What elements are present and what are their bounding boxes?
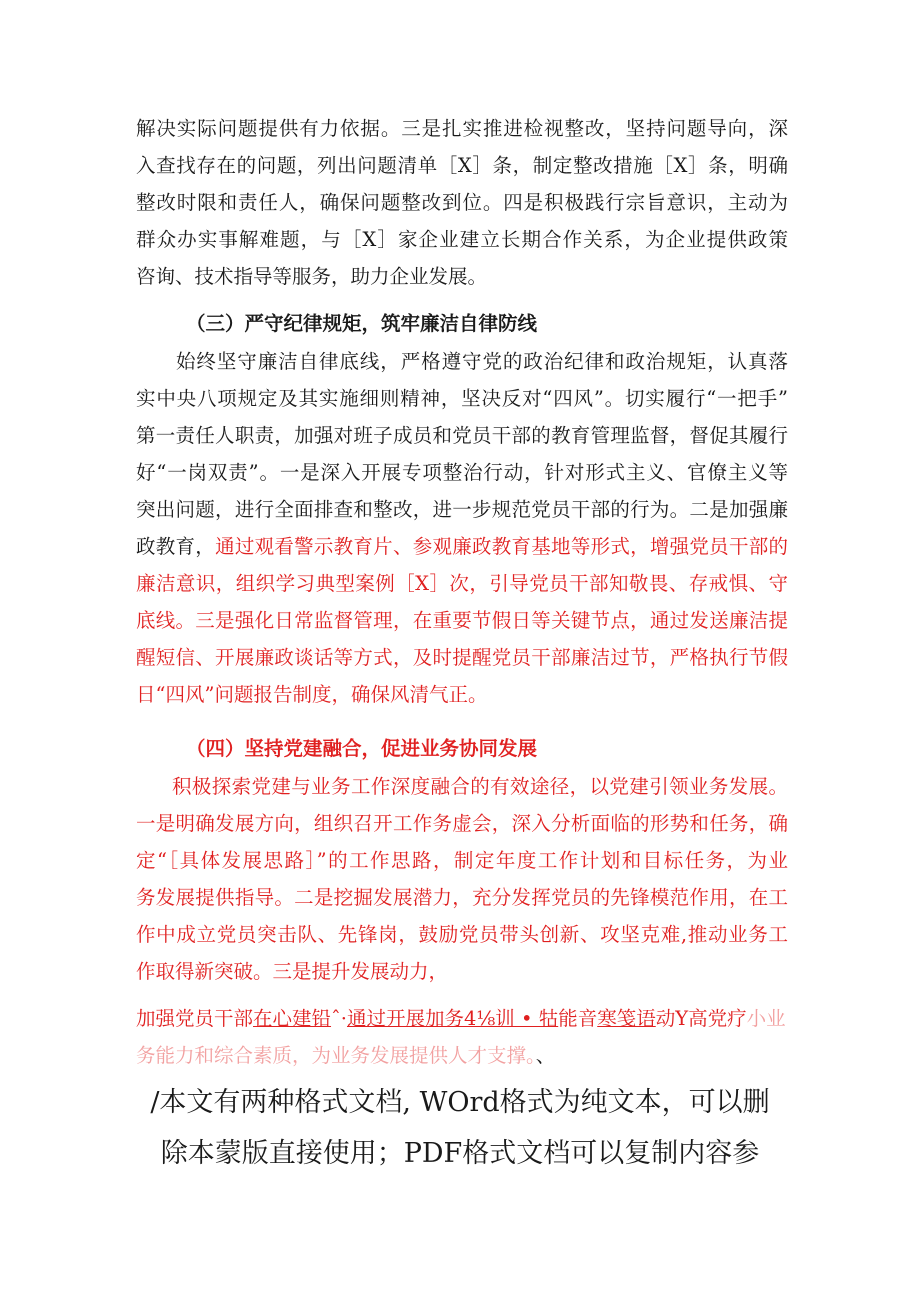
faded-segment: 务能力和综合素质，为业务发展提供人才支撑。 xyxy=(136,1044,536,1067)
text-line: 入查找存在的问题，列出问题清单［X］条，制定整改措施［X］条，明确 xyxy=(136,154,788,177)
text-line: 务发展提供指导。二是挖掘发展潜力，充分发挥党员的先锋模范作用，在工 xyxy=(136,886,788,909)
text-line: 解决实际问题提供有力依据。三是扎实推进检视整改，坚持问题导向，深 xyxy=(136,117,788,140)
text-segment: 政教育， xyxy=(136,535,216,558)
text-line: 作中成立党员突击队、先锋岗，鼓励党员带头创新、攻坚克难,推动业务工 xyxy=(136,923,788,946)
text-line: 一是明确发展方向，组织召开工作务虚会，深入分析面临的形势和任务，确 xyxy=(136,812,788,835)
garbled-ocr-text xyxy=(136,1000,788,1074)
text-line: 实中央八项规定及其实施细则精神，坚决反对“四风”。切实履行“一把手” xyxy=(136,387,788,410)
section-heading-3: （三）严守纪律规矩，筑牢廉洁自律防线 xyxy=(186,312,538,335)
paragraph-continuation xyxy=(136,110,788,295)
text-segment: 加强党员干部 xyxy=(136,1007,254,1030)
text-line: 咨询、技术指导等服务，助力企业发展。 xyxy=(136,265,488,288)
text-line xyxy=(136,528,788,565)
paragraph-integration xyxy=(136,768,788,990)
text-line xyxy=(136,1000,788,1037)
text-line: 整改时限和责任人，确保问题整改到位。四是积极践行宗旨意识，主动为 xyxy=(136,191,788,214)
text-line: 廉洁意识，组织学习典型案例［X］次，引导党员干部知敬畏、存戒惧、守 xyxy=(136,572,788,595)
text-segment: ˆ· xyxy=(331,1007,347,1030)
text-line: 底线。三是强化日常监督管理，在重要节假日等关键节点，通过发送廉洁提 xyxy=(136,609,788,632)
underlined-segment: 寒笺语 xyxy=(597,1007,656,1030)
text-line xyxy=(136,1037,788,1074)
watermark-notice-line-2: 除本蒙版直接使用；PDF格式文档可以复制内容参 xyxy=(160,1138,760,1169)
text-segment: 动Y高党疗 xyxy=(655,1007,747,1030)
red-text-segment: 通过观看警示教育片、参观廉政教育基地等形式，增强党员干部的 xyxy=(215,535,788,558)
text-line: 定“［具体发展思路］”的工作思路，制定年度工作计划和目标任务，为业 xyxy=(136,849,788,872)
paragraph-discipline xyxy=(136,343,788,713)
faded-segment: 小业 xyxy=(746,1007,786,1030)
text-line: 日“四风”问题报告制度，确保风清气正。 xyxy=(136,683,488,706)
watermark-notice-line-1: /本文有两种格式文档, WOrd格式为纯文本，可以删 xyxy=(150,1087,770,1118)
text-segment: 、 xyxy=(535,1044,556,1067)
section-heading-4: （四）坚持党建融合，促进业务协同发展 xyxy=(186,737,538,760)
text-line: 群众办实事解难题，与［X］家企业建立长期合作关系，为企业提供政策 xyxy=(136,228,788,251)
text-line: 始终坚守廉洁自律底线，严格遵守党的政治纪律和政治规矩，认真落 xyxy=(176,350,788,373)
underlined-segment: 在心建铅 xyxy=(253,1007,332,1030)
text-line: 作取得新突破。三是提升发展动力， xyxy=(136,960,449,983)
text-line: 积极探索党建与业务工作深度融合的有效途径，以党建引领业务发展。 xyxy=(172,775,788,798)
text-line: 突出问题，进行全面排查和整改，进一步规范党员干部的行为。二是加强廉 xyxy=(136,498,788,521)
text-line: 好“一岗双责”。一是深入开展专项整治行动，针对形式主义、官僚主义等 xyxy=(136,461,788,484)
text-line: 醒短信、开展廉政谈话等方式，及时提醒党员干部廉洁过节，严格执行节假 xyxy=(136,646,788,669)
text-segment: 能音 xyxy=(558,1007,598,1030)
underlined-segment: 通过开展加务4⅛训 • 牯 xyxy=(346,1007,559,1030)
text-line: 第一责任人职责，加强对班子成员和党员干部的教育管理监督，督促其履行 xyxy=(136,424,788,447)
